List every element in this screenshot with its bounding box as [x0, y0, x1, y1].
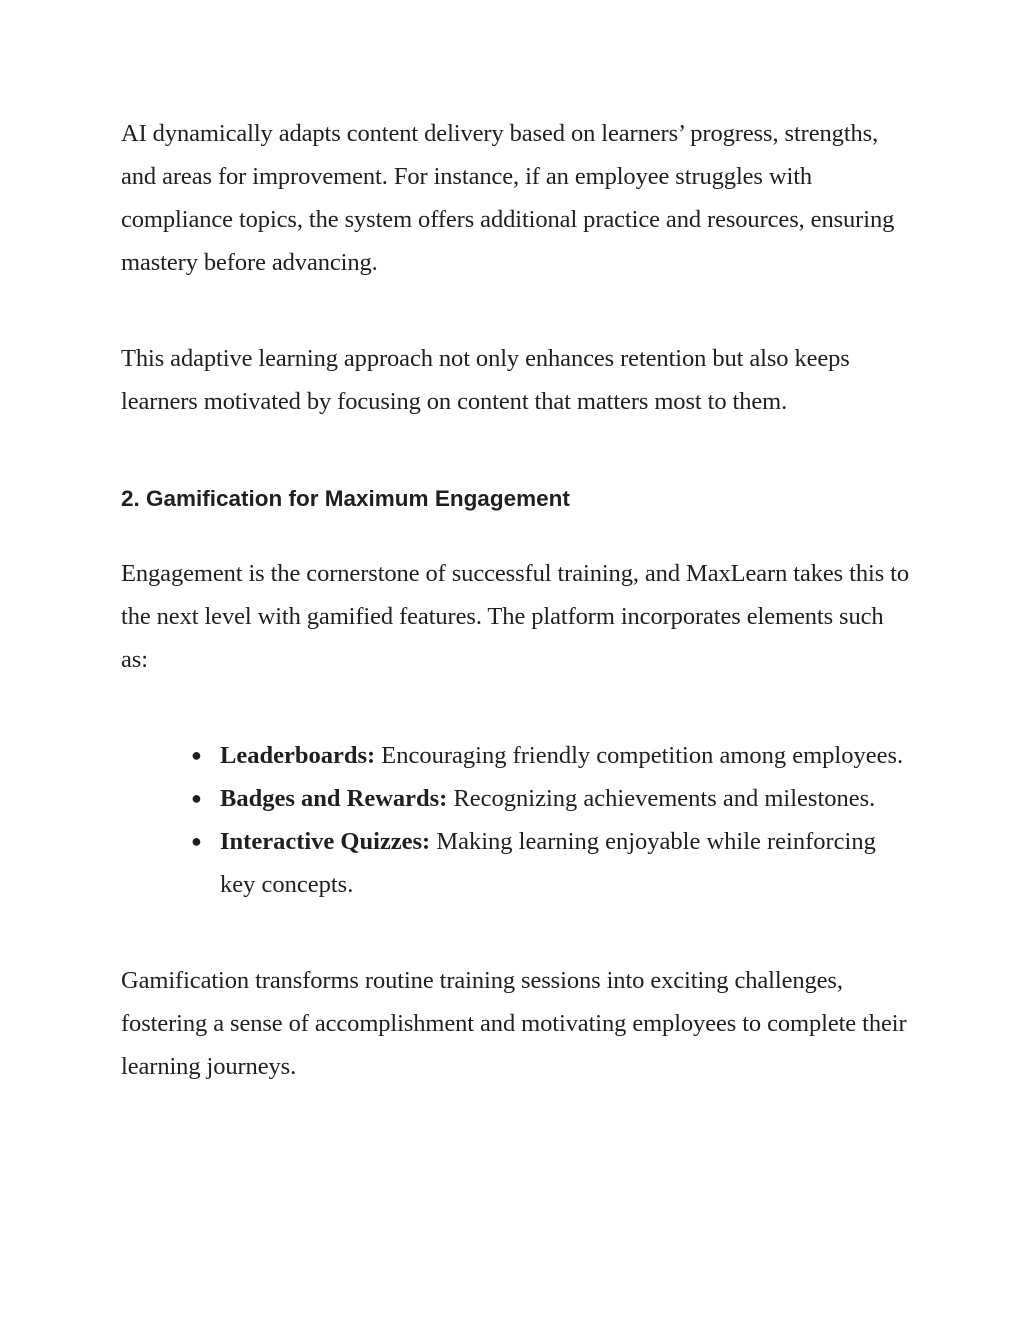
list-item	[191, 734, 911, 777]
feature-term: Interactive Quizzes:	[220, 828, 431, 855]
list-item	[191, 820, 911, 906]
paragraph-gamification-closing: Gamification transforms routine training sessions into exciting challenges, fostering a sense of accomplishment and motivating employees to complete their learning journeys.	[121, 967, 907, 1080]
list-item	[191, 777, 911, 820]
paragraph-engagement: Engagement is the cornerstone of successful training, and MaxLearn takes this to the next level with gamified features. The platform incorporates elements such as:	[121, 560, 910, 673]
bullet-icon: ●	[191, 831, 202, 851]
feature-term: Badges and Rewards:	[220, 785, 448, 812]
feature-term: Leaderboards:	[220, 742, 376, 769]
bullet-icon: ●	[191, 745, 202, 765]
feature-list	[121, 734, 911, 906]
feature-description: Recognizing achievements and milestones.	[447, 785, 876, 812]
feature-description: Encouraging friendly competition among employees.	[375, 742, 904, 769]
bullet-icon: ●	[191, 788, 202, 808]
paragraph-ai-adaptation: AI dynamically adapts content delivery based on learners’ progress, strengths, and areas for improvement. For instance, if an employee struggles with compliance topics, the system offers additional practice and resources, ensuring mastery before advancing.	[121, 120, 895, 276]
paragraph-adaptive-learning: This adaptive learning approach not only enhances retention but also keeps learners motivated by focusing on content that matters most to them.	[121, 345, 850, 415]
section-heading: 2. Gamification for Maximum Engagement	[121, 486, 570, 511]
document-body	[121, 112, 911, 1088]
feature-description: Making learning enjoyable while reinforcing key concepts.	[220, 828, 876, 898]
